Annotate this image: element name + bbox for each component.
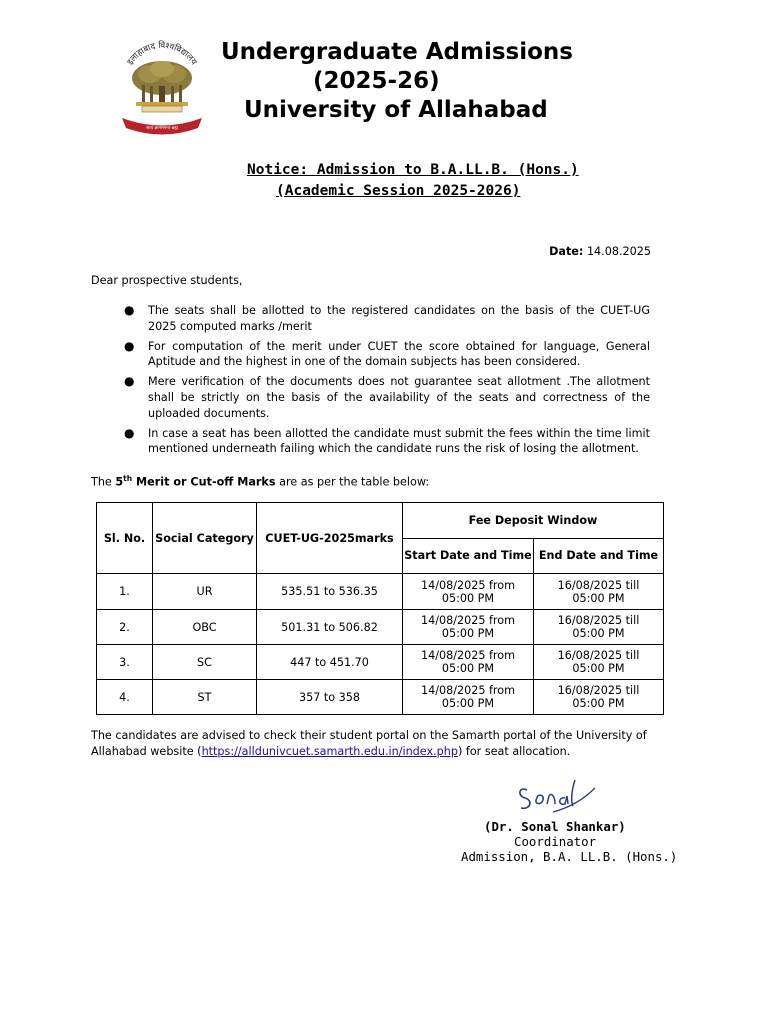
header-sl-no: Sl. No. xyxy=(97,503,153,574)
list-item: ● The seats shall be allotted to the registered candidates on the basis of the CUET-UG 2025 computed marks /merit xyxy=(124,303,650,333)
emblem-ribbon-text: सत्यं ज्ञानमनन्तं ब्रह्म xyxy=(146,126,178,131)
header-end: End Date and Time xyxy=(534,538,664,574)
signatory-name: (Dr. Sonal Shankar) xyxy=(484,819,626,834)
table-row: 2. OBC 501.31 to 506.82 14/08/2025 from 05:00 PM 16/08/2025 till 05:00 PM xyxy=(97,610,664,645)
date-label: Date: xyxy=(549,245,584,258)
samarth-portal-link[interactable]: https://alldunivcuet.samarth.edu.in/index.php xyxy=(201,744,458,758)
table-row: 4. ST 357 to 358 14/08/2025 from 05:00 PM 16/08/2025 till 05:00 PM xyxy=(97,680,664,715)
table-row: 3. SC 447 to 451.70 14/08/2025 from 05:00 PM 16/08/2025 till 05:00 PM xyxy=(97,645,664,680)
notice-title-line-1: Notice: Admission to B.A.LL.B. (Hons.) xyxy=(247,162,579,178)
merit-intro-line: The 5th Merit or Cut-off Marks are as per the table below: xyxy=(91,474,430,489)
header-start: Start Date and Time xyxy=(403,538,534,574)
greeting: Dear prospective students, xyxy=(91,274,243,287)
bullet-icon: ● xyxy=(124,338,135,353)
signatory-role: Coordinator xyxy=(514,834,597,849)
table-row: 1. UR 535.51 to 536.35 14/08/2025 from 05:00 PM 16/08/2025 till 05:00 PM xyxy=(97,574,664,610)
date-value: 14.08.2025 xyxy=(586,245,651,258)
bullet-icon: ● xyxy=(124,303,135,317)
bullet-icon: ● xyxy=(124,374,135,389)
university-emblem-icon xyxy=(112,38,212,138)
title-line-1: Undergraduate Admissions xyxy=(221,39,573,65)
signature-graphic xyxy=(513,774,599,818)
list-item: ● In case a seat has been allotted the candidate must submit the fees within the time limit mentioned underneath failing which the candidate runs the risk of losing the allotment. xyxy=(124,425,650,456)
notice-title-line-2: (Academic Session 2025-2026) xyxy=(276,183,521,199)
bullet-icon: ● xyxy=(124,425,135,440)
title-line-2: (2025-26) xyxy=(313,68,440,94)
list-item: ● Mere verification of the documents does not guarantee seat allotment .The allotment shall be strictly on the basis of the availability of the seats and correctness of the uploaded documents. xyxy=(124,374,650,420)
advice-paragraph: The candidates are advised to check their student portal on the Samarth portal of the University of Allahabad website (https://alldunivcuet.samarth.edu.in/index.php) for seat allocation. xyxy=(91,729,647,758)
notice-points-list xyxy=(110,303,650,461)
header-marks: CUET-UG-2025marks xyxy=(257,503,403,574)
signatory-department: Admission, B.A. LL.B. (Hons.) xyxy=(461,849,678,864)
list-item: ● For computation of the merit under CUET the score obtained for language, General Aptitude and the highest in one of the domain subjects has been considered. xyxy=(124,338,650,369)
cutoff-table xyxy=(96,502,664,715)
header-fee-window: Fee Deposit Window xyxy=(403,503,664,539)
emblem-arc-text: इलाहाबाद विश्वविद्यालय xyxy=(125,40,199,67)
emblem-graphic xyxy=(112,38,212,138)
date-row xyxy=(549,245,651,258)
header-category: Social Category xyxy=(153,503,257,574)
signature-icon xyxy=(513,774,599,818)
title-line-3: University of Allahabad xyxy=(244,97,548,123)
